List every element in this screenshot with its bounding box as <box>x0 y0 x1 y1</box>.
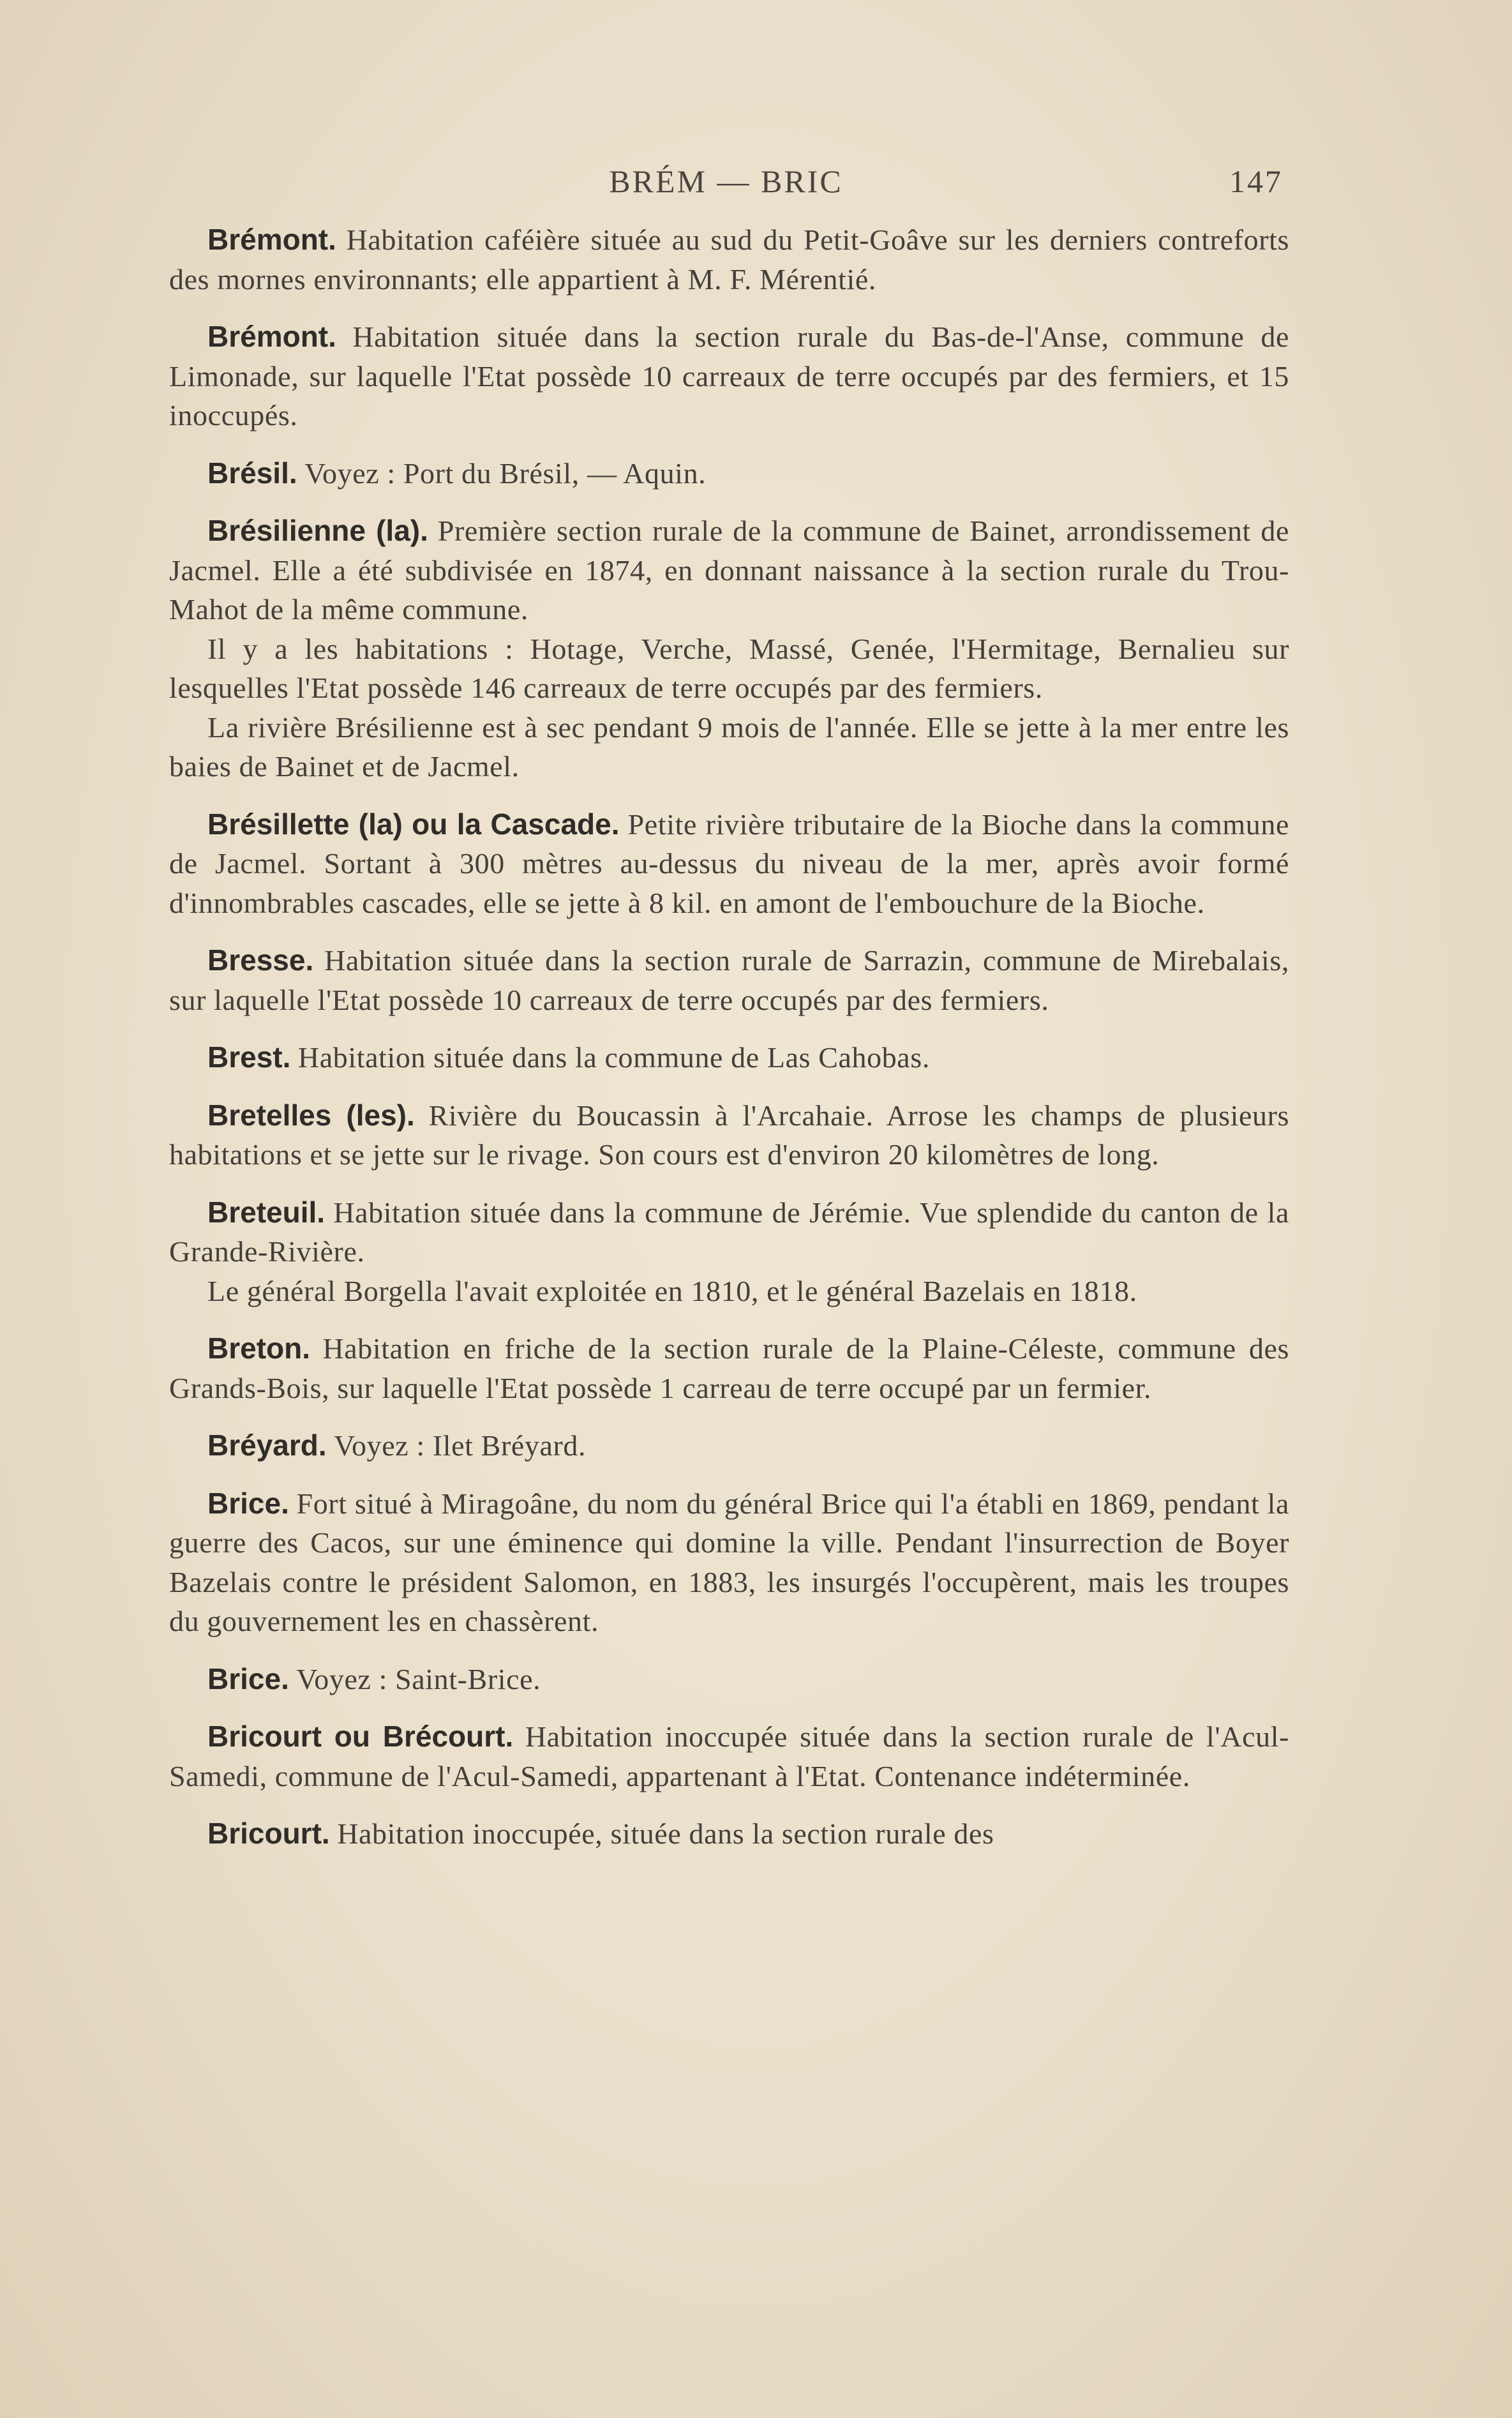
dictionary-entry <box>169 1660 1289 1699</box>
entry-text: Voyez : Saint-Brice. <box>296 1662 541 1695</box>
dictionary-entry <box>169 511 1289 786</box>
entry-paragraph <box>169 1329 1289 1408</box>
entry-continuation-paragraph <box>169 1272 1289 1311</box>
entry-text: Voyez : Port du Brésil, — Aquin. <box>304 456 707 490</box>
entry-paragraph <box>169 805 1289 923</box>
entry-headword: Brésil. <box>207 456 297 490</box>
entry-text: Habitation située dans la section rurale de Sarrazin, commune de Mirebalais, sur laquelle l'Etat possède 10 carreaux de terre occupés par des fermiers. <box>169 944 1289 1016</box>
page-header <box>169 163 1283 207</box>
entry-headword: Bresse. <box>207 943 314 977</box>
entry-headword: Brésillette (la) ou la Cascade. <box>207 807 620 841</box>
dictionary-entry <box>169 1717 1289 1796</box>
entry-text: Habitation en friche de la section rurale de la Plaine-Céleste, commune des Grands-Bois, sur laquelle l'Etat possède 1 carreau de terre occupé par un fermier. <box>169 1332 1290 1404</box>
dictionary-entry <box>169 1484 1289 1641</box>
entry-headword: Bricourt. <box>207 1817 330 1850</box>
entry-paragraph <box>169 1193 1289 1272</box>
dictionary-entry <box>169 1038 1289 1078</box>
entry-paragraph <box>169 317 1289 435</box>
entry-paragraph <box>169 454 1289 493</box>
entry-paragraph <box>169 1426 1289 1466</box>
dictionary-entry <box>169 805 1289 923</box>
entry-text: Habitation inoccupée située dans la section rurale de l'Acul-Samedi, commune de l'Acul-Samedi, appartenant à l'Etat. Contenance indéterminée. <box>169 1720 1290 1792</box>
entry-text: Voyez : Ilet Bréyard. <box>334 1429 587 1462</box>
entry-text: La rivière Brésilienne est à sec pendant 9 mois de l'année. Elle se jette à la mer entre les baies de Bainet et de Jacmel. <box>169 710 1289 783</box>
entry-text: Habitation située dans la section rurale du Bas-de-l'Anse, commune de Limonade, sur laquelle l'Etat possède 10 carreaux de terre occupés par des fermiers, et 15 inoccupés. <box>169 320 1290 432</box>
entry-text: Rivière du Boucassin à l'Arcahaie. Arrose les champs de plusieurs habitations et se jette sur le rivage. Son cours est d'environ 20 kilomètres de long. <box>169 1099 1290 1171</box>
dictionary-entry <box>169 1096 1289 1175</box>
entry-paragraph <box>169 941 1289 1019</box>
dictionary-entry <box>169 1426 1289 1466</box>
entry-paragraph <box>169 1814 1289 1854</box>
entry-paragraph <box>169 511 1289 629</box>
entry-headword: Brice. <box>207 1486 289 1520</box>
entry-headword: Brémont. <box>207 320 336 353</box>
entry-paragraph <box>169 220 1289 299</box>
entry-headword: Breteuil. <box>207 1195 326 1229</box>
entry-text: Fort situé à Miragoâne, du nom du général Brice qui l'a établi en 1869, pendant la guerre des Cacos, sur une éminence qui domine la ville. Pendant l'insurrection de Boyer Bazelais contre le président Salomon, en 1883, les insurgés l'occupèrent, mais les troupes du gouvernement les en chassèrent. <box>169 1487 1290 1637</box>
entry-paragraph <box>169 1096 1289 1175</box>
entry-headword: Brémont. <box>207 223 336 256</box>
dictionary-entry <box>169 220 1289 299</box>
entry-headword: Bricourt ou Brécourt. <box>207 1720 514 1753</box>
dictionary-entry <box>169 317 1289 435</box>
entry-paragraph <box>169 1717 1289 1796</box>
entry-text: Première section rurale de la commune de Bainet, arrondissement de Jacmel. Elle a été subdivisée en 1874, en donnant naissance à la section rurale du Trou-Mahot de la même commune. <box>169 514 1289 626</box>
entry-paragraph <box>169 1484 1289 1641</box>
entry-text: Habitation située dans la commune de Jérémie. Vue splendide du canton de la Grande-Rivière. <box>169 1196 1289 1268</box>
entry-headword: Brésilienne (la). <box>207 514 428 547</box>
entry-continuation-paragraph <box>169 708 1289 786</box>
entry-text: Le général Borgella l'avait exploitée en 1810, et le général Bazelais en 1818. <box>207 1274 1137 1307</box>
dictionary-entry <box>169 941 1289 1019</box>
entry-paragraph <box>169 1038 1289 1078</box>
entry-continuation-paragraph <box>169 629 1289 708</box>
entry-headword: Bretelles (les). <box>207 1098 415 1132</box>
entry-text: Habitation inoccupée, située dans la section rurale des <box>337 1817 994 1850</box>
entry-text: Habitation caféière située au sud du Petit-Goâve sur les derniers contreforts des mornes environnants; elle appartient à M. F. Mérentié. <box>169 223 1289 296</box>
entry-text: Petite rivière tributaire de la Bioche dans la commune de Jacmel. Sortant à 300 mètres au-dessus du niveau de la mer, après avoir formé d'innombrables cascades, elle se jette à 8 kil. en amont de l'embouchure de la Bioche. <box>169 807 1289 919</box>
entry-text: Habitation située dans la commune de Las Cahobas. <box>297 1041 930 1074</box>
entry-headword: Bréyard. <box>207 1429 327 1462</box>
entry-headword: Breton. <box>207 1332 310 1365</box>
running-head: BRÉM — BRIC <box>609 163 843 199</box>
dictionary-entry <box>169 454 1289 493</box>
page-number: 147 <box>1229 163 1283 199</box>
dictionary-entry <box>169 1193 1289 1311</box>
entry-text: Il y a les habitations : Hotage, Verche, Massé, Genée, l'Hermitage, Bernalieu sur lesquelles l'Etat possède 146 carreaux de terre occupés par des fermiers. <box>169 632 1289 704</box>
entry-paragraph <box>169 1660 1289 1699</box>
dictionary-entry <box>169 1814 1289 1854</box>
dictionary-entry <box>169 1329 1289 1408</box>
entry-headword: Brest. <box>207 1040 291 1074</box>
dictionary-body <box>169 220 1289 1872</box>
entry-headword: Brice. <box>207 1662 289 1695</box>
